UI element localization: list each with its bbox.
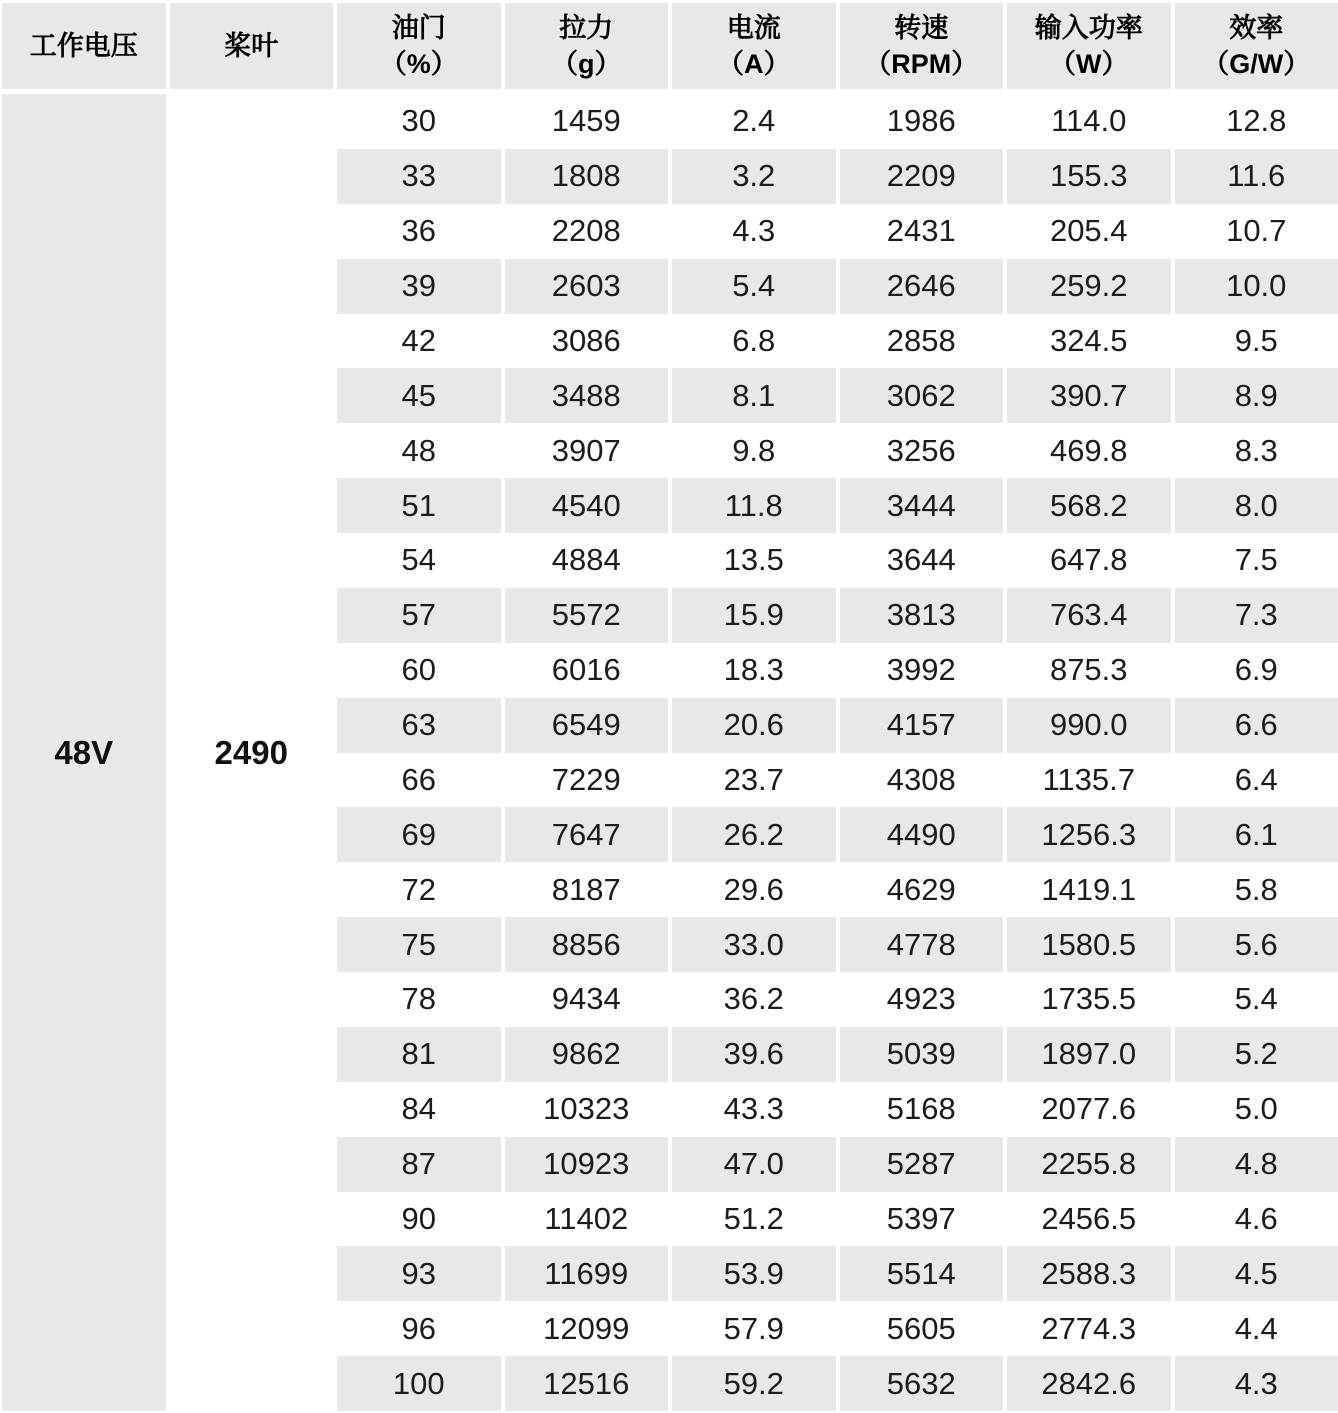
- data-cell: 45: [337, 368, 501, 423]
- header-label: 效率: [1229, 13, 1284, 43]
- data-cell: 469.8: [1007, 423, 1171, 478]
- data-cell: 6.9: [1175, 643, 1338, 698]
- header-cell-thrust: [505, 3, 669, 89]
- data-cell: 36: [337, 204, 501, 259]
- data-cell: 60: [337, 643, 501, 698]
- data-cell: 10.0: [1175, 259, 1338, 314]
- data-cell: 9.5: [1175, 314, 1338, 369]
- data-cell: 4.6: [1175, 1192, 1338, 1247]
- data-cell: 5605: [840, 1301, 1004, 1356]
- data-cell: 12099: [505, 1301, 669, 1356]
- header-unit: （RPM）: [864, 49, 979, 79]
- data-cell: 10923: [505, 1137, 669, 1192]
- data-cell: 4778: [840, 917, 1004, 972]
- data-cell: 29.6: [672, 862, 836, 917]
- data-cell: 66: [337, 753, 501, 808]
- data-cell: 5.2: [1175, 1027, 1338, 1082]
- header-cell-efficiency: [1175, 3, 1338, 89]
- data-cell: 2646: [840, 259, 1004, 314]
- header-unit: （g）: [551, 49, 622, 79]
- header-label: 油门: [391, 13, 446, 43]
- data-cell: 647.8: [1007, 533, 1171, 588]
- data-cell: 7.3: [1175, 588, 1338, 643]
- data-cell: 2858: [840, 314, 1004, 369]
- data-cell: 48: [337, 423, 501, 478]
- data-cell: 324.5: [1007, 314, 1171, 369]
- data-cell: 5168: [840, 1082, 1004, 1137]
- data-cell: 5632: [840, 1356, 1004, 1411]
- data-cell: 5039: [840, 1027, 1004, 1082]
- data-cell: 4.8: [1175, 1137, 1338, 1192]
- data-cell: 990.0: [1007, 698, 1171, 753]
- header-label: 转速: [894, 13, 949, 43]
- data-cell: 390.7: [1007, 368, 1171, 423]
- data-cell: 4.5: [1175, 1246, 1338, 1301]
- data-cell: 33.0: [672, 917, 836, 972]
- data-cell: 57.9: [672, 1301, 836, 1356]
- data-cell: 39: [337, 259, 501, 314]
- data-cell: 2842.6: [1007, 1356, 1171, 1411]
- data-cell: 5.6: [1175, 917, 1338, 972]
- data-cell: 2603: [505, 259, 669, 314]
- data-cell: 3086: [505, 314, 669, 369]
- data-cell: 1986: [840, 94, 1004, 149]
- data-cell: 6.8: [672, 314, 836, 369]
- data-cell: 6016: [505, 643, 669, 698]
- data-cell: 2077.6: [1007, 1082, 1171, 1137]
- data-cell: 3907: [505, 423, 669, 478]
- header-unit: （G/W）: [1202, 49, 1311, 79]
- data-cell: 8.9: [1175, 368, 1338, 423]
- data-cell: 53.9: [672, 1246, 836, 1301]
- header-label: 输入功率: [1034, 13, 1143, 43]
- data-cell: 72: [337, 862, 501, 917]
- data-cell: 1808: [505, 149, 669, 204]
- data-cell: 63: [337, 698, 501, 753]
- data-cell: 3.2: [672, 149, 836, 204]
- data-cell: 93: [337, 1246, 501, 1301]
- data-cell: 11.8: [672, 478, 836, 533]
- data-cell: 1897.0: [1007, 1027, 1171, 1082]
- data-cell: 96: [337, 1301, 501, 1356]
- data-cell: 51.2: [672, 1192, 836, 1247]
- data-cell: 10.7: [1175, 204, 1338, 259]
- data-cell: 1256.3: [1007, 807, 1171, 862]
- header-label: 工作电压: [29, 31, 138, 61]
- data-cell: 6.1: [1175, 807, 1338, 862]
- data-cell: 23.7: [672, 753, 836, 808]
- header-label: 桨叶: [224, 31, 279, 61]
- data-cell: 7647: [505, 807, 669, 862]
- header-label: 电流: [726, 13, 781, 43]
- header-cell-propeller: [170, 3, 334, 89]
- data-cell: 15.9: [672, 588, 836, 643]
- data-cell: 2456.5: [1007, 1192, 1171, 1247]
- data-cell: 1459: [505, 94, 669, 149]
- data-cell: 4.3: [672, 204, 836, 259]
- data-cell: 1735.5: [1007, 972, 1171, 1027]
- data-cell: 155.3: [1007, 149, 1171, 204]
- propeller-merged-cell: 2490: [170, 94, 334, 1411]
- data-cell: 3644: [840, 533, 1004, 588]
- data-cell: 5572: [505, 588, 669, 643]
- data-cell: 47.0: [672, 1137, 836, 1192]
- data-cell: 69: [337, 807, 501, 862]
- header-unit: （A）: [717, 49, 791, 79]
- table-body: [2, 94, 1338, 1411]
- data-cell: 6.4: [1175, 753, 1338, 808]
- data-cell: 10323: [505, 1082, 669, 1137]
- data-cell: 59.2: [672, 1356, 836, 1411]
- data-cell: 4540: [505, 478, 669, 533]
- data-cell: 43.3: [672, 1082, 836, 1137]
- data-cell: 1135.7: [1007, 753, 1171, 808]
- data-cell: 11699: [505, 1246, 669, 1301]
- data-cell: 5287: [840, 1137, 1004, 1192]
- data-cell: 42: [337, 314, 501, 369]
- data-cell: 2208: [505, 204, 669, 259]
- data-cell: 84: [337, 1082, 501, 1137]
- data-cell: 13.5: [672, 533, 836, 588]
- data-cell: 8856: [505, 917, 669, 972]
- data-cell: 3256: [840, 423, 1004, 478]
- data-cell: 8.1: [672, 368, 836, 423]
- data-cell: 4490: [840, 807, 1004, 862]
- data-cell: 5397: [840, 1192, 1004, 1247]
- header-unit: （W）: [1049, 49, 1129, 79]
- data-cell: 6.6: [1175, 698, 1338, 753]
- data-cell: 12516: [505, 1356, 669, 1411]
- data-cell: 11402: [505, 1192, 669, 1247]
- data-cell: 5514: [840, 1246, 1004, 1301]
- data-cell: 90: [337, 1192, 501, 1247]
- data-cell: 2209: [840, 149, 1004, 204]
- data-cell: 8187: [505, 862, 669, 917]
- data-cell: 2774.3: [1007, 1301, 1171, 1356]
- data-cell: 36.2: [672, 972, 836, 1027]
- data-cell: 20.6: [672, 698, 836, 753]
- data-cell: 4.4: [1175, 1301, 1338, 1356]
- data-cell: 78: [337, 972, 501, 1027]
- data-cell: 5.4: [672, 259, 836, 314]
- data-cell: 5.4: [1175, 972, 1338, 1027]
- data-cell: 39.6: [672, 1027, 836, 1082]
- header-unit: （%）: [379, 49, 458, 79]
- data-cell: 3488: [505, 368, 669, 423]
- data-cell: 3813: [840, 588, 1004, 643]
- data-cell: 3062: [840, 368, 1004, 423]
- data-cell: 8.3: [1175, 423, 1338, 478]
- data-cell: 9862: [505, 1027, 669, 1082]
- voltage-merged-cell: 48V: [2, 94, 166, 1411]
- header-cell-input-power: [1007, 3, 1171, 89]
- data-cell: 1580.5: [1007, 917, 1171, 972]
- table-header-row: [2, 3, 1338, 89]
- data-cell: 11.6: [1175, 149, 1338, 204]
- data-cell: 2431: [840, 204, 1004, 259]
- header-cell-throttle: [337, 3, 501, 89]
- data-cell: 4923: [840, 972, 1004, 1027]
- data-cell: 18.3: [672, 643, 836, 698]
- data-cell: 26.2: [672, 807, 836, 862]
- data-cell: 4308: [840, 753, 1004, 808]
- header-cell-rpm: [840, 3, 1004, 89]
- header-label: 拉力: [559, 13, 614, 43]
- data-cell: 568.2: [1007, 478, 1171, 533]
- data-cell: 259.2: [1007, 259, 1171, 314]
- data-cell: 205.4: [1007, 204, 1171, 259]
- data-cell: 114.0: [1007, 94, 1171, 149]
- data-cell: 9434: [505, 972, 669, 1027]
- data-cell: 2255.8: [1007, 1137, 1171, 1192]
- data-cell: 4884: [505, 533, 669, 588]
- header-cell-voltage: [2, 3, 166, 89]
- data-cell: 12.8: [1175, 94, 1338, 149]
- data-cell: 4.3: [1175, 1356, 1338, 1411]
- data-cell: 75: [337, 917, 501, 972]
- data-cell: 4629: [840, 862, 1004, 917]
- data-cell: 2.4: [672, 94, 836, 149]
- data-cell: 100: [337, 1356, 501, 1411]
- data-cell: 3992: [840, 643, 1004, 698]
- data-cell: 4157: [840, 698, 1004, 753]
- data-cell: 875.3: [1007, 643, 1171, 698]
- data-cell: 54: [337, 533, 501, 588]
- data-cell: 1419.1: [1007, 862, 1171, 917]
- data-cell: 9.8: [672, 423, 836, 478]
- data-cell: 6549: [505, 698, 669, 753]
- data-cell: 57: [337, 588, 501, 643]
- header-cell-current: [672, 3, 836, 89]
- data-cell: 87: [337, 1137, 501, 1192]
- data-cell: 5.0: [1175, 1082, 1338, 1137]
- data-cell: 8.0: [1175, 478, 1338, 533]
- data-cell: 2588.3: [1007, 1246, 1171, 1301]
- data-cell: 3444: [840, 478, 1004, 533]
- data-cell: 81: [337, 1027, 501, 1082]
- data-cell: 51: [337, 478, 501, 533]
- data-cell: 30: [337, 94, 501, 149]
- data-cell: 763.4: [1007, 588, 1171, 643]
- data-cell: 5.8: [1175, 862, 1338, 917]
- data-cell: 7229: [505, 753, 669, 808]
- data-cell: 33: [337, 149, 501, 204]
- data-cell: 7.5: [1175, 533, 1338, 588]
